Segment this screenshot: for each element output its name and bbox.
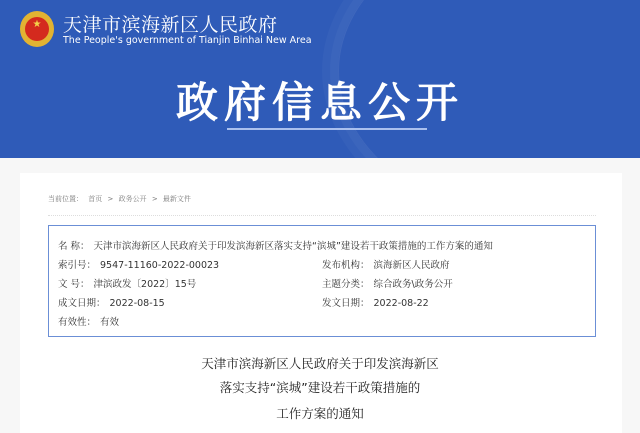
issued-date-value: 2022-08-22 [373,298,429,309]
banner-title: 政府信息公开 [175,78,464,127]
validity-label: 有效性： [58,317,97,328]
title-underline [227,128,427,130]
name-value: 天津市滨海新区人民政府关于印发滨海新区落实支持“滨城”建设若干政策措施的工作方案的通知 [93,241,493,252]
info-topic-row [322,276,453,290]
written-date-value: 2022-08-15 [109,298,165,309]
docno-value: 津滨政发〔2022〕15号 [93,279,197,290]
publisher-label: 发布机构： [322,260,370,271]
validity-value: 有效 [100,317,120,328]
breadcrumb-prefix: 当前位置： [48,195,83,203]
national-emblem-icon[interactable]: ★ [20,11,54,47]
document-title-line-3: 工作方案的通知 [276,406,364,421]
info-validity-row [58,314,119,328]
breadcrumb-gov-affairs[interactable]: 政务公开 [118,195,147,203]
name-label: 名 称： [58,241,90,252]
document-info-box [48,225,596,337]
site-name-en: The People's government of Tianjin Binhai New Area [63,35,312,46]
info-name-row [58,238,493,252]
info-index-row [58,257,219,271]
breadcrumb-latest-docs[interactable]: 最新文件 [162,195,191,203]
divider [48,215,596,216]
site-name-cn[interactable]: 天津市滨海新区人民政府 [63,14,278,36]
header-banner [0,0,640,158]
topic-value: 综合政务\政务公开 [373,279,453,290]
info-publisher-row [322,257,450,271]
index-label: 索引号： [58,260,97,271]
breadcrumb-home[interactable]: 首页 [88,195,103,203]
topic-label: 主题分类： [322,279,370,290]
breadcrumb-separator: > [151,195,158,203]
info-issued-row [322,295,429,309]
issued-date-label: 发文日期： [322,298,370,309]
breadcrumb-separator: > [107,195,114,203]
document-title-line-1: 天津市滨海新区人民政府关于印发滨海新区 [201,356,439,371]
docno-label: 文 号： [58,279,90,290]
document-title-line-2: 落实支持“滨城”建设若干政策措施的 [219,380,421,395]
breadcrumb [48,194,194,204]
written-date-label: 成文日期： [58,298,106,309]
info-written-row [58,295,165,309]
index-value: 9547-11160-2022-00023 [100,260,220,271]
info-docno-row [58,276,196,290]
publisher-value: 滨海新区人民政府 [373,260,450,271]
